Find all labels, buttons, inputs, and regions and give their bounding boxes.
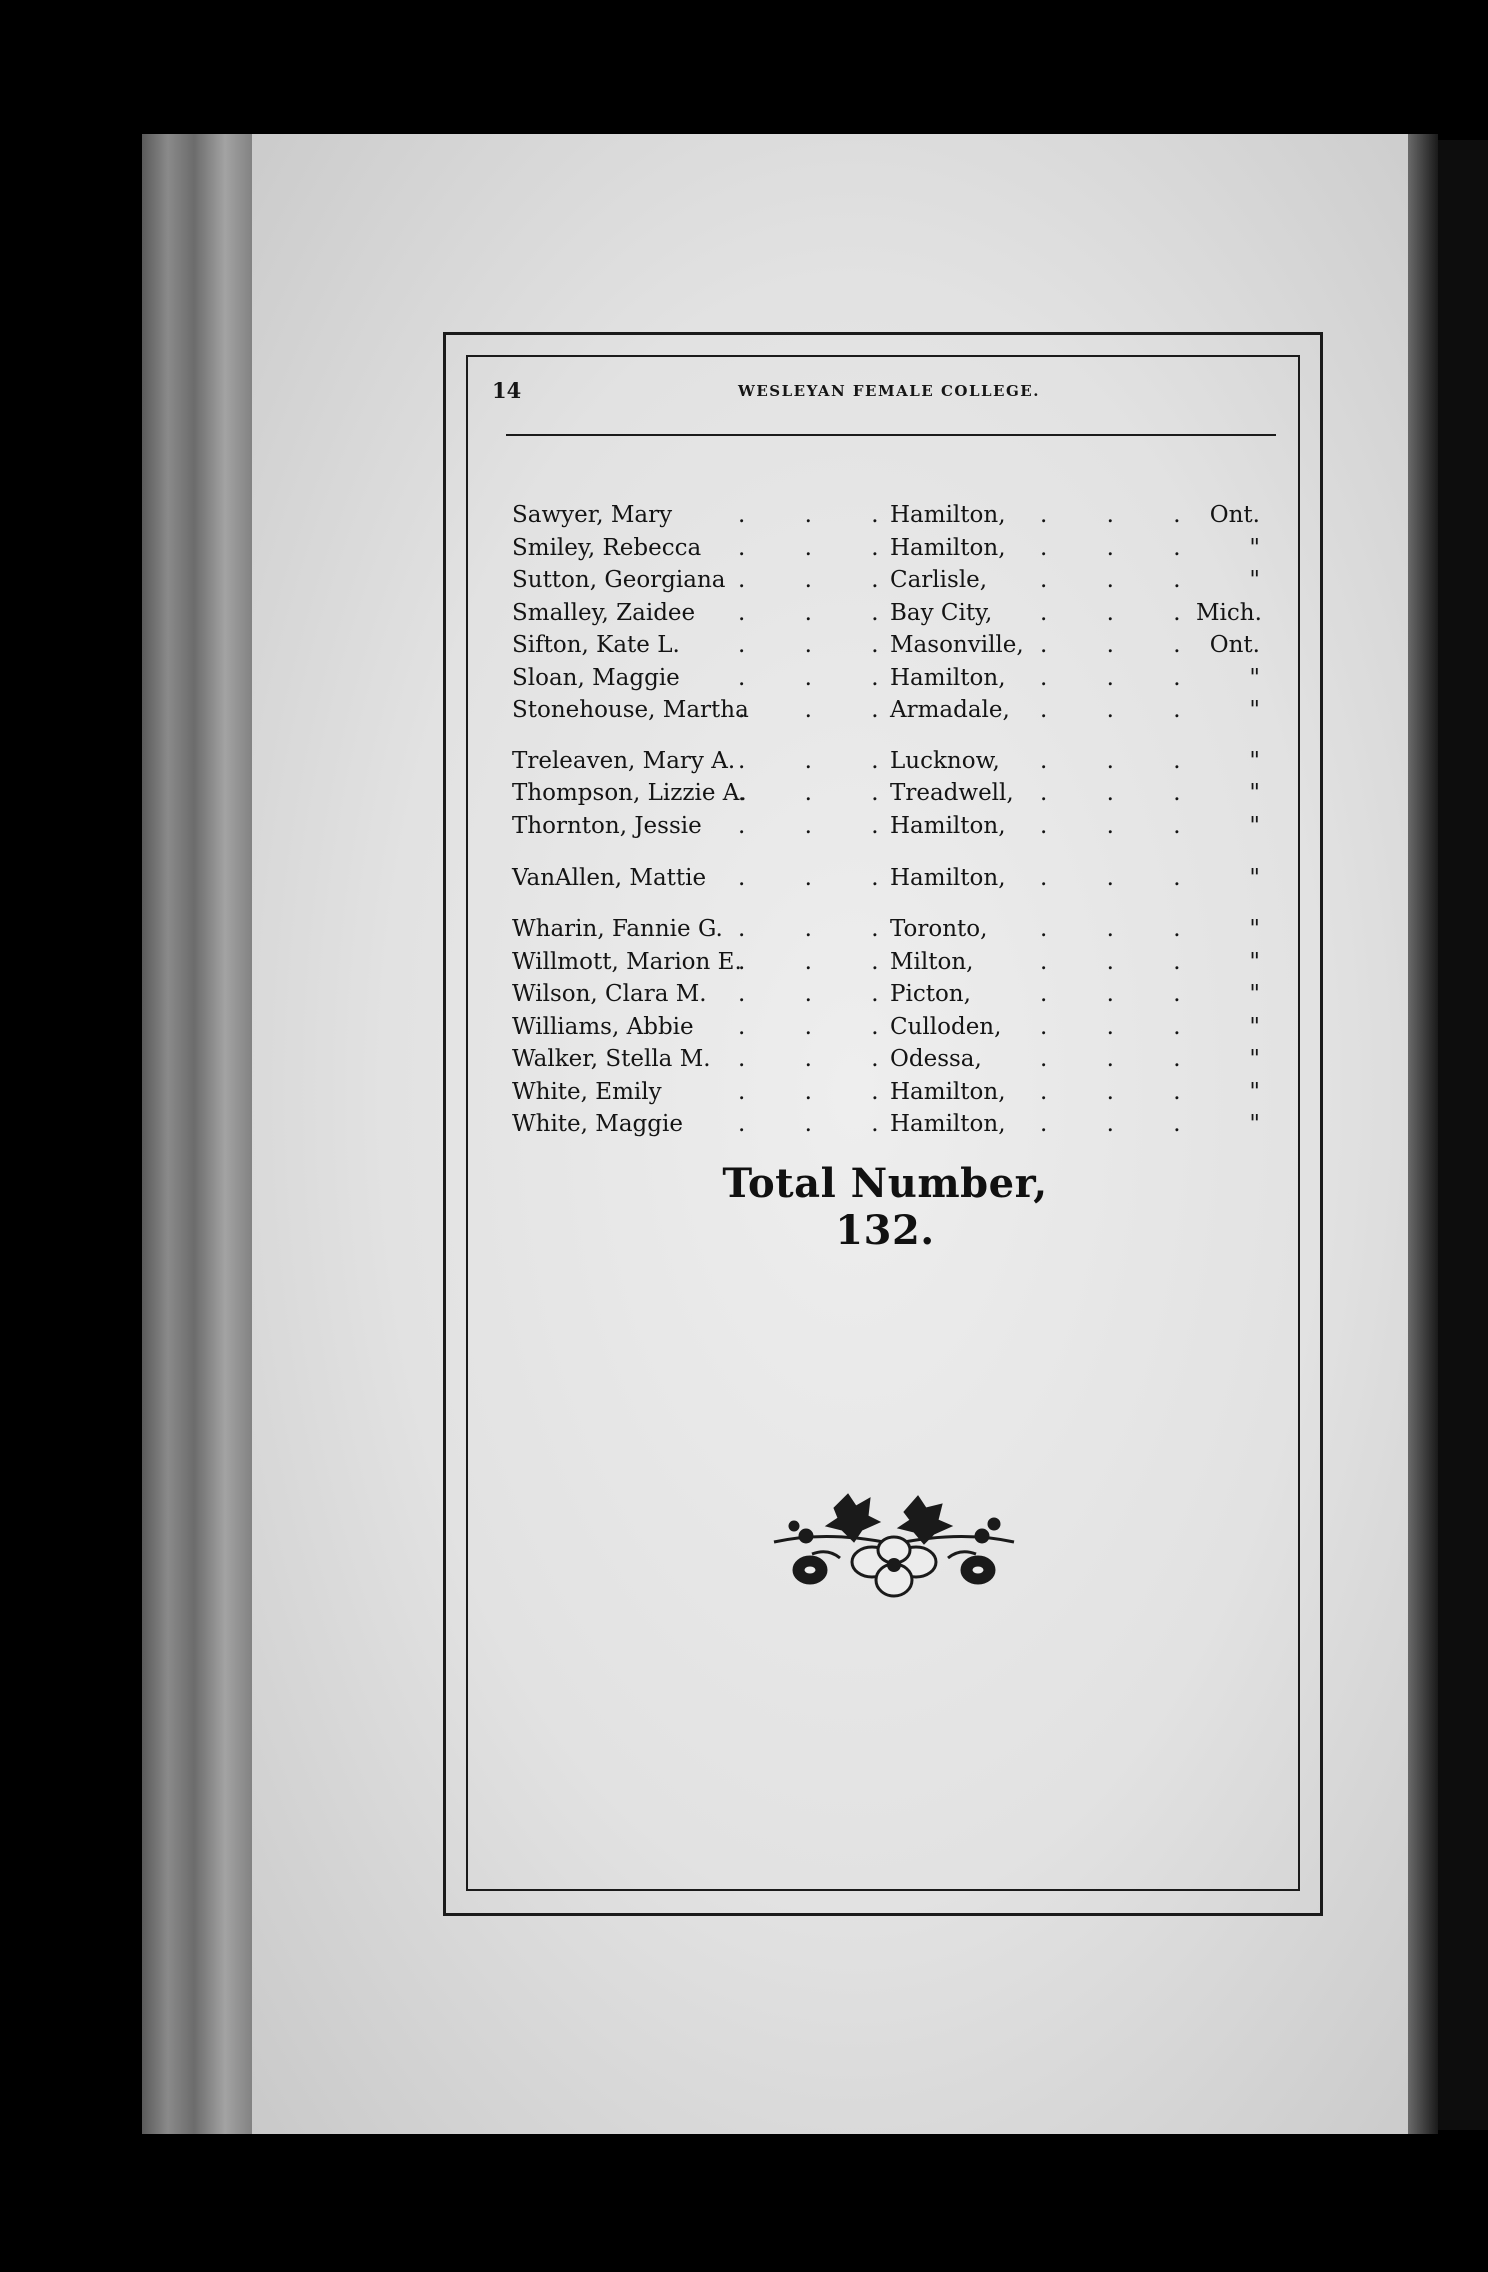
student-province: " <box>1249 567 1260 593</box>
student-hometown: Treadwell, <box>890 780 1014 806</box>
student-province: " <box>1249 1111 1260 1137</box>
student-entry <box>0 813 1488 845</box>
student-name: Smiley, Rebecca <box>512 535 702 561</box>
student-name: Sloan, Maggie <box>512 665 680 691</box>
student-name: White, Emily <box>512 1079 662 1105</box>
student-name: Williams, Abbie <box>512 1014 694 1040</box>
student-province: " <box>1249 949 1260 975</box>
student-entry <box>0 780 1488 812</box>
student-hometown: Milton, <box>890 949 974 975</box>
leader-dots: . . . <box>738 502 905 528</box>
student-name: Sawyer, Mary <box>512 502 673 528</box>
student-entry <box>0 567 1488 599</box>
student-province: " <box>1249 1014 1260 1040</box>
student-entry <box>0 535 1488 567</box>
leader-dots: . . . <box>1040 600 1207 626</box>
student-entry <box>0 748 1488 780</box>
student-entry <box>0 949 1488 981</box>
leader-dots: . . . <box>1040 535 1207 561</box>
leader-dots: . . . <box>1040 567 1207 593</box>
total-number: Total Number, 132. <box>722 1160 1048 1254</box>
student-name: Wilson, Clara M. <box>512 981 707 1007</box>
student-entry <box>0 1111 1488 1143</box>
student-entry <box>0 665 1488 697</box>
leader-dots: . . . <box>1040 865 1207 891</box>
student-province: " <box>1249 535 1260 561</box>
student-province: " <box>1249 1079 1260 1105</box>
student-entry <box>0 1014 1488 1046</box>
student-hometown: Masonville, <box>890 632 1024 658</box>
student-province: Mich. <box>1196 600 1262 626</box>
student-province: " <box>1249 1046 1260 1072</box>
leader-dots: . . . <box>738 916 905 942</box>
student-hometown: Bay City, <box>890 600 993 626</box>
leader-dots: . . . <box>1040 632 1207 658</box>
leader-dots: . . . <box>1040 949 1207 975</box>
student-hometown: Lucknow, <box>890 748 1000 774</box>
leader-dots: . . . <box>738 632 905 658</box>
leader-dots: . . . <box>738 865 905 891</box>
student-name: Willmott, Marion E. <box>512 949 742 975</box>
student-entry <box>0 865 1488 897</box>
leader-dots: . . . <box>738 748 905 774</box>
header-rule <box>506 434 1276 436</box>
student-hometown: Culloden, <box>890 1014 1002 1040</box>
leader-dots: . . . <box>1040 1014 1207 1040</box>
leader-dots: . . . <box>738 665 905 691</box>
page-number: 14 <box>492 378 522 403</box>
leader-dots: . . . <box>1040 748 1207 774</box>
student-province: " <box>1249 813 1260 839</box>
student-hometown: Odessa, <box>890 1046 982 1072</box>
student-entry <box>0 1079 1488 1111</box>
student-name: Sutton, Georgiana <box>512 567 726 593</box>
student-entry <box>0 1046 1488 1078</box>
student-entry <box>0 632 1488 664</box>
student-hometown: Carlisle, <box>890 567 988 593</box>
student-name: Sifton, Kate L. <box>512 632 680 658</box>
leader-dots: . . . <box>1040 697 1207 723</box>
student-hometown: Hamilton, <box>890 1111 1006 1137</box>
leader-dots: . . . <box>738 1079 905 1105</box>
student-name: Smalley, Zaidee <box>512 600 696 626</box>
student-hometown: Hamilton, <box>890 502 1006 528</box>
student-province: " <box>1249 697 1260 723</box>
student-hometown: Hamilton, <box>890 865 1006 891</box>
leader-dots: . . . <box>738 981 905 1007</box>
leader-dots: . . . <box>1040 1111 1207 1137</box>
student-province: Ont. <box>1209 502 1260 528</box>
student-name: Thompson, Lizzie A. <box>512 780 747 806</box>
student-hometown: Hamilton, <box>890 1079 1006 1105</box>
student-hometown: Hamilton, <box>890 665 1006 691</box>
leader-dots: . . . <box>1040 916 1207 942</box>
running-head <box>490 378 1275 408</box>
leader-dots: . . . <box>1040 780 1207 806</box>
student-province: Ont. <box>1209 632 1260 658</box>
leader-dots: . . . <box>1040 665 1207 691</box>
student-hometown: Hamilton, <box>890 535 1006 561</box>
leader-dots: . . . <box>738 535 905 561</box>
leader-dots: . . . <box>738 600 905 626</box>
student-entry <box>0 697 1488 729</box>
student-entry <box>0 502 1488 534</box>
leader-dots: . . . <box>738 780 905 806</box>
leader-dots: . . . <box>1040 502 1207 528</box>
student-hometown: Armadale, <box>890 697 1010 723</box>
running-head-title: WESLEYAN FEMALE COLLEGE. <box>738 382 1040 400</box>
student-name: Treleaven, Mary A. <box>512 748 736 774</box>
student-entry <box>0 600 1488 632</box>
leader-dots: . . . <box>738 813 905 839</box>
floral-vignette-icon <box>768 1490 1020 1600</box>
student-name: Wharin, Fannie G. <box>512 916 723 942</box>
student-name: Walker, Stella M. <box>512 1046 711 1072</box>
student-province: " <box>1249 780 1260 806</box>
student-name: Stonehouse, Martha <box>512 697 749 723</box>
student-province: " <box>1249 981 1260 1007</box>
student-name: VanAllen, Mattie <box>512 865 707 891</box>
leader-dots: . . . <box>1040 1079 1207 1105</box>
student-province: " <box>1249 748 1260 774</box>
student-province: " <box>1249 916 1260 942</box>
student-name: White, Maggie <box>512 1111 683 1137</box>
leader-dots: . . . <box>738 1014 905 1040</box>
leader-dots: . . . <box>738 697 905 723</box>
leader-dots: . . . <box>738 567 905 593</box>
student-entry <box>0 981 1488 1013</box>
student-hometown: Toronto, <box>890 916 988 942</box>
leader-dots: . . . <box>1040 813 1207 839</box>
leader-dots: . . . <box>738 949 905 975</box>
student-hometown: Picton, <box>890 981 971 1007</box>
student-entry <box>0 916 1488 948</box>
student-hometown: Hamilton, <box>890 813 1006 839</box>
leader-dots: . . . <box>738 1046 905 1072</box>
leader-dots: . . . <box>738 1111 905 1137</box>
leader-dots: . . . <box>1040 1046 1207 1072</box>
student-name: Thornton, Jessie <box>512 813 702 839</box>
leader-dots: . . . <box>1040 981 1207 1007</box>
student-province: " <box>1249 665 1260 691</box>
student-province: " <box>1249 865 1260 891</box>
